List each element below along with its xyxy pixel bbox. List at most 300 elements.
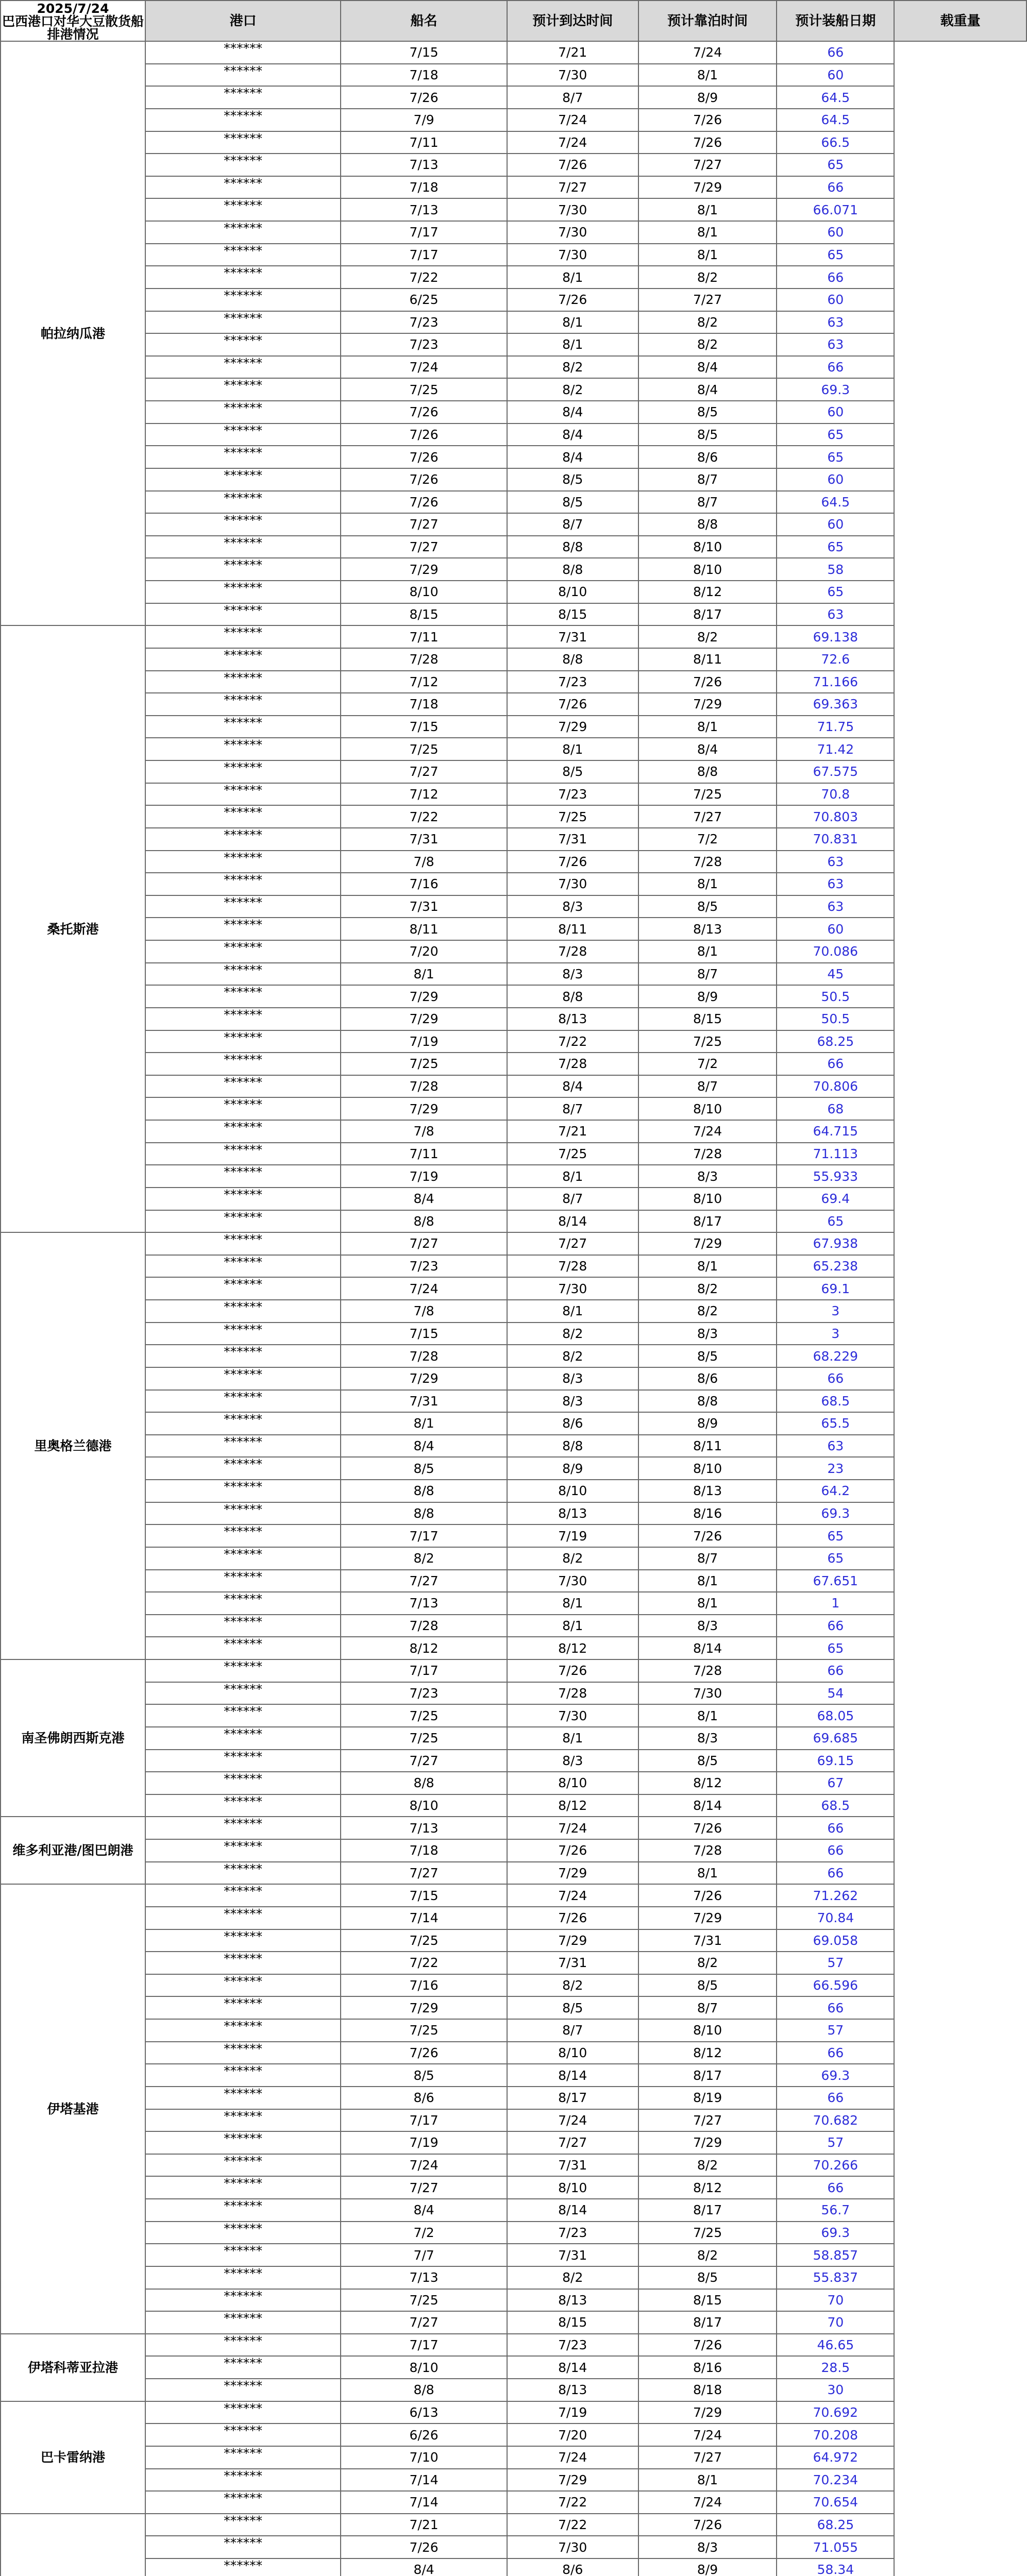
tonnage-cell: 69.4	[777, 1188, 894, 1210]
table-row	[1, 2222, 1026, 2244]
eta-cell: 7/31	[341, 1390, 507, 1413]
tonnage-cell: 70.654	[777, 2491, 894, 2514]
loading-date-cell: 8/12	[638, 2042, 777, 2064]
table-row	[1, 828, 1026, 851]
ship-name-cell: ******	[145, 2446, 341, 2469]
tonnage-cell: 66.5	[777, 131, 894, 154]
ship-name-cell: ******	[145, 1996, 341, 2019]
header-tonnage: 载重量	[894, 1, 1026, 41]
eta-cell: 7/27	[341, 1862, 507, 1885]
eta-cell: 7/17	[341, 1524, 507, 1547]
table-row	[1, 423, 1026, 446]
ship-name-cell: ******	[145, 1143, 341, 1165]
etb-cell: 7/19	[507, 2401, 638, 2424]
ship-name-cell: ******	[145, 940, 341, 963]
ship-name-cell: ******	[145, 1704, 341, 1727]
ship-name-cell: ******	[145, 1524, 341, 1547]
ship-name-cell: ******	[145, 2019, 341, 2042]
ship-name-cell: ******	[145, 1323, 341, 1345]
loading-date-cell: 7/28	[638, 851, 777, 873]
loading-date-cell: 8/9	[638, 2558, 777, 2576]
loading-date-cell: 8/1	[638, 244, 777, 266]
loading-date-cell: 8/15	[638, 2289, 777, 2312]
table-row	[1, 783, 1026, 806]
eta-cell: 7/24	[341, 2154, 507, 2177]
ship-name-cell: ******	[145, 2424, 341, 2446]
etb-cell: 8/13	[507, 1008, 638, 1030]
port-name-cell: 桑托斯港	[1, 625, 145, 1232]
loading-date-cell: 8/8	[638, 760, 777, 783]
table-row	[1, 2087, 1026, 2109]
loading-date-cell: 8/10	[638, 1457, 777, 1480]
tonnage-cell: 71.113	[777, 1143, 894, 1165]
eta-cell: 7/11	[341, 131, 507, 154]
ship-name-cell: ******	[145, 558, 341, 581]
loading-date-cell: 7/2	[638, 828, 777, 851]
table-row	[1, 1659, 1026, 1682]
table-row	[1, 2356, 1026, 2379]
tonnage-cell: 63	[777, 603, 894, 626]
ship-name-cell: ******	[145, 2222, 341, 2244]
table-row	[1, 41, 1026, 64]
ship-name-cell: ******	[145, 1345, 341, 1367]
ship-name-cell: ******	[145, 963, 341, 986]
tonnage-cell: 68.229	[777, 1345, 894, 1367]
ship-name-cell: ******	[145, 536, 341, 558]
eta-cell: 8/12	[341, 1637, 507, 1659]
etb-cell: 8/7	[507, 86, 638, 109]
etb-cell: 7/26	[507, 154, 638, 176]
tonnage-cell: 60	[777, 513, 894, 536]
eta-cell: 7/26	[341, 2536, 507, 2558]
report-date: 2025/7/24	[37, 1, 109, 16]
loading-date-cell: 8/5	[638, 895, 777, 918]
etb-cell: 7/28	[507, 1053, 638, 1075]
eta-cell: 7/13	[341, 2266, 507, 2289]
table-row	[1, 1075, 1026, 1098]
loading-date-cell: 8/4	[638, 378, 777, 401]
loading-date-cell: 8/1	[638, 2469, 777, 2492]
tonnage-cell: 65	[777, 1637, 894, 1659]
loading-date-cell: 8/16	[638, 2356, 777, 2379]
etb-cell: 8/1	[507, 1165, 638, 1188]
eta-cell: 8/8	[341, 1480, 507, 1502]
tonnage-cell: 68.25	[777, 2514, 894, 2536]
eta-cell: 7/23	[341, 1255, 507, 1278]
ship-name-cell: ******	[145, 1120, 341, 1143]
ship-name-cell: ******	[145, 895, 341, 918]
ship-name-cell: ******	[145, 2558, 341, 2576]
loading-date-cell: 7/25	[638, 783, 777, 806]
table-row	[1, 760, 1026, 783]
table-row	[1, 1772, 1026, 1794]
tonnage-cell: 57	[777, 1952, 894, 1974]
etb-cell: 8/1	[507, 1592, 638, 1615]
loading-date-cell: 8/15	[638, 1008, 777, 1030]
tonnage-cell: 66	[777, 1659, 894, 1682]
eta-cell: 7/29	[341, 1996, 507, 2019]
ship-name-cell: ******	[145, 2379, 341, 2401]
eta-cell: 7/15	[341, 41, 507, 64]
table-row	[1, 1143, 1026, 1165]
ship-name-cell: ******	[145, 581, 341, 603]
tonnage-cell: 65.238	[777, 1255, 894, 1278]
ship-name-cell: ******	[145, 873, 341, 895]
ship-name-cell: ******	[145, 356, 341, 379]
loading-date-cell: 8/1	[638, 198, 777, 221]
eta-cell: 7/23	[341, 333, 507, 356]
tonnage-cell: 60	[777, 401, 894, 423]
eta-cell: 8/10	[341, 581, 507, 603]
eta-cell: 7/27	[341, 2311, 507, 2334]
ship-name-cell: ******	[145, 1165, 341, 1188]
eta-cell: 7/11	[341, 1143, 507, 1165]
eta-cell: 6/13	[341, 2401, 507, 2424]
etb-cell: 8/8	[507, 985, 638, 1008]
eta-cell: 7/22	[341, 805, 507, 828]
tonnage-cell: 66	[777, 2042, 894, 2064]
ship-name-cell: ******	[145, 513, 341, 536]
ship-name-cell: ******	[145, 2154, 341, 2177]
tonnage-cell: 66	[777, 1053, 894, 1075]
ship-name-cell: ******	[145, 2401, 341, 2424]
ship-name-cell: ******	[145, 1390, 341, 1413]
etb-cell: 8/10	[507, 581, 638, 603]
eta-cell: 7/17	[341, 1659, 507, 1682]
tonnage-cell: 72.6	[777, 648, 894, 671]
eta-cell: 7/28	[341, 1615, 507, 1637]
eta-cell: 7/28	[341, 1345, 507, 1367]
table-row	[1, 1030, 1026, 1053]
ship-name-cell: ******	[145, 1008, 341, 1030]
ship-name-cell: ******	[145, 805, 341, 828]
table-row	[1, 1345, 1026, 1367]
ship-name-cell: ******	[145, 2042, 341, 2064]
etb-cell: 7/30	[507, 244, 638, 266]
ship-name-cell: ******	[145, 1727, 341, 1750]
etb-cell: 7/31	[507, 1952, 638, 1974]
eta-cell: 7/2	[341, 2222, 507, 2244]
eta-cell: 7/25	[341, 1053, 507, 1075]
loading-date-cell: 8/1	[638, 1570, 777, 1592]
ship-name-cell: ******	[145, 468, 341, 491]
eta-cell: 8/1	[341, 1412, 507, 1435]
tonnage-cell: 65	[777, 154, 894, 176]
etb-cell: 7/30	[507, 198, 638, 221]
table-row	[1, 1165, 1026, 1188]
ship-name-cell: ******	[145, 2131, 341, 2154]
table-row	[1, 1592, 1026, 1615]
tonnage-cell: 70.8	[777, 783, 894, 806]
table-row	[1, 1255, 1026, 1278]
table-row	[1, 2514, 1026, 2536]
header-row	[1, 1, 1026, 41]
table-row	[1, 289, 1026, 311]
table-row	[1, 648, 1026, 671]
table-row	[1, 446, 1026, 468]
eta-cell: 7/19	[341, 1165, 507, 1188]
tonnage-cell: 70.692	[777, 2401, 894, 2424]
tonnage-cell: 60	[777, 221, 894, 244]
eta-cell: 7/26	[341, 446, 507, 468]
ship-name-cell: ******	[145, 401, 341, 423]
eta-cell: 8/4	[341, 1435, 507, 1458]
etb-cell: 7/30	[507, 873, 638, 895]
table-row	[1, 1120, 1026, 1143]
eta-cell: 7/26	[341, 86, 507, 109]
etb-cell: 7/27	[507, 1232, 638, 1255]
table-row	[1, 738, 1026, 760]
loading-date-cell: 7/26	[638, 131, 777, 154]
table-row	[1, 2266, 1026, 2289]
loading-date-cell: 8/14	[638, 1794, 777, 1817]
etb-cell: 8/10	[507, 1772, 638, 1794]
etb-cell: 7/26	[507, 1659, 638, 1682]
table-row	[1, 1390, 1026, 1413]
tonnage-cell: 66	[777, 1862, 894, 1885]
table-row	[1, 491, 1026, 514]
eta-cell: 7/16	[341, 1974, 507, 1997]
loading-date-cell: 8/7	[638, 468, 777, 491]
eta-cell: 7/26	[341, 2042, 507, 2064]
loading-date-cell: 8/7	[638, 1075, 777, 1098]
etb-cell: 8/11	[507, 918, 638, 940]
etb-cell: 8/1	[507, 333, 638, 356]
loading-date-cell: 8/7	[638, 1996, 777, 2019]
table-row	[1, 1637, 1026, 1659]
ship-name-cell: ******	[145, 1750, 341, 1772]
etb-cell: 8/4	[507, 1075, 638, 1098]
tonnage-cell: 60	[777, 918, 894, 940]
loading-date-cell: 8/12	[638, 581, 777, 603]
eta-cell: 7/13	[341, 154, 507, 176]
eta-cell: 8/2	[341, 1547, 507, 1570]
ship-name-cell: ******	[145, 2244, 341, 2266]
loading-date-cell: 8/1	[638, 940, 777, 963]
tonnage-cell: 63	[777, 333, 894, 356]
etb-cell: 7/30	[507, 1570, 638, 1592]
loading-date-cell: 7/28	[638, 1143, 777, 1165]
table-row	[1, 581, 1026, 603]
etb-cell: 7/26	[507, 1907, 638, 1929]
loading-date-cell: 7/26	[638, 1524, 777, 1547]
ship-name-cell: ******	[145, 266, 341, 289]
table-row	[1, 1682, 1026, 1705]
table-row	[1, 2334, 1026, 2357]
table-row	[1, 311, 1026, 334]
eta-cell: 7/8	[341, 851, 507, 873]
etb-cell: 7/26	[507, 851, 638, 873]
eta-cell: 8/8	[341, 2379, 507, 2401]
ship-name-cell: ******	[145, 985, 341, 1008]
table-row	[1, 86, 1026, 109]
ship-name-cell: ******	[145, 1435, 341, 1458]
loading-date-cell: 8/4	[638, 356, 777, 379]
etb-cell: 8/5	[507, 1996, 638, 2019]
eta-cell: 7/25	[341, 1727, 507, 1750]
eta-cell: 7/28	[341, 1075, 507, 1098]
etb-cell: 8/1	[507, 1300, 638, 1323]
etb-cell: 7/23	[507, 783, 638, 806]
eta-cell: 7/27	[341, 1750, 507, 1772]
loading-date-cell: 7/26	[638, 2334, 777, 2357]
table-row	[1, 2199, 1026, 2222]
etb-cell: 8/1	[507, 266, 638, 289]
etb-cell: 7/22	[507, 2514, 638, 2536]
tonnage-cell: 68.05	[777, 1704, 894, 1727]
tonnage-cell: 60	[777, 468, 894, 491]
table-row	[1, 2154, 1026, 2177]
etb-cell: 7/29	[507, 1862, 638, 1885]
eta-cell: 8/8	[341, 1502, 507, 1525]
loading-date-cell: 8/2	[638, 1277, 777, 1300]
tonnage-cell: 64.972	[777, 2446, 894, 2469]
loading-date-cell: 7/2	[638, 1053, 777, 1075]
table-row	[1, 940, 1026, 963]
table-row	[1, 1817, 1026, 1839]
etb-cell: 7/25	[507, 805, 638, 828]
loading-date-cell: 7/27	[638, 2446, 777, 2469]
tonnage-cell: 71.166	[777, 671, 894, 693]
loading-date-cell: 8/10	[638, 1097, 777, 1120]
tonnage-cell: 68	[777, 1097, 894, 1120]
tonnage-cell: 66	[777, 2087, 894, 2109]
eta-cell: 7/8	[341, 1120, 507, 1143]
eta-cell: 7/22	[341, 1952, 507, 1974]
loading-date-cell: 8/2	[638, 266, 777, 289]
tonnage-cell: 70.84	[777, 1907, 894, 1929]
loading-date-cell: 7/29	[638, 1907, 777, 1929]
eta-cell: 7/25	[341, 2019, 507, 2042]
tonnage-cell: 70.831	[777, 828, 894, 851]
ship-name-cell: ******	[145, 491, 341, 514]
ship-name-cell: ******	[145, 1862, 341, 1885]
header-eta: 预计到达时间	[507, 1, 638, 41]
tonnage-cell: 64.5	[777, 109, 894, 131]
tonnage-cell: 64.5	[777, 491, 894, 514]
table-row	[1, 198, 1026, 221]
ship-name-cell: ******	[145, 1884, 341, 1907]
ship-name-cell: ******	[145, 1817, 341, 1839]
eta-cell: 6/26	[341, 2424, 507, 2446]
loading-date-cell: 8/1	[638, 716, 777, 738]
etb-cell: 8/1	[507, 738, 638, 760]
eta-cell: 7/8	[341, 1300, 507, 1323]
loading-date-cell: 8/8	[638, 513, 777, 536]
ship-name-cell: ******	[145, 918, 341, 940]
tonnage-cell: 70.806	[777, 1075, 894, 1098]
table-row	[1, 2558, 1026, 2576]
tonnage-cell: 65	[777, 581, 894, 603]
loading-date-cell: 8/10	[638, 536, 777, 558]
table-row	[1, 1907, 1026, 1929]
tonnage-cell: 66	[777, 266, 894, 289]
loading-date-cell: 7/25	[638, 1030, 777, 1053]
table-row	[1, 1323, 1026, 1345]
etb-cell: 7/24	[507, 1884, 638, 1907]
tonnage-cell: 3	[777, 1300, 894, 1323]
ship-name-cell: ******	[145, 1592, 341, 1615]
tonnage-cell: 65	[777, 423, 894, 446]
tonnage-cell: 67	[777, 1772, 894, 1794]
loading-date-cell: 8/4	[638, 738, 777, 760]
table-row	[1, 1615, 1026, 1637]
table-row	[1, 356, 1026, 379]
loading-date-cell: 8/12	[638, 2176, 777, 2199]
ship-name-cell: ******	[145, 1794, 341, 1817]
tonnage-cell: 65	[777, 1210, 894, 1233]
tonnage-cell: 45	[777, 963, 894, 986]
table-row	[1, 1547, 1026, 1570]
loading-date-cell: 8/1	[638, 1862, 777, 1885]
tonnage-cell: 66	[777, 1839, 894, 1862]
eta-cell: 7/24	[341, 1277, 507, 1300]
loading-date-cell: 8/10	[638, 1188, 777, 1210]
loading-date-cell: 7/26	[638, 2514, 777, 2536]
etb-cell: 8/1	[507, 1615, 638, 1637]
etb-cell: 8/14	[507, 2356, 638, 2379]
table-row	[1, 671, 1026, 693]
table-row	[1, 1210, 1026, 1233]
table-row	[1, 805, 1026, 828]
eta-cell: 7/19	[341, 2131, 507, 2154]
loading-date-cell: 7/27	[638, 805, 777, 828]
ship-name-cell: ******	[145, 1615, 341, 1637]
eta-cell: 7/25	[341, 738, 507, 760]
loading-date-cell: 7/26	[638, 671, 777, 693]
ship-name-cell: ******	[145, 2334, 341, 2357]
port-name-cell: 里奥格兰德港	[1, 1232, 145, 1659]
tonnage-cell: 50.5	[777, 985, 894, 1008]
etb-cell: 8/15	[507, 2311, 638, 2334]
loading-date-cell: 8/11	[638, 648, 777, 671]
table-row	[1, 625, 1026, 648]
loading-date-cell: 8/1	[638, 1255, 777, 1278]
etb-cell: 7/23	[507, 671, 638, 693]
etb-cell: 8/3	[507, 1750, 638, 1772]
etb-cell: 8/1	[507, 311, 638, 334]
loading-date-cell: 8/5	[638, 2266, 777, 2289]
etb-cell: 7/30	[507, 221, 638, 244]
loading-date-cell: 8/9	[638, 86, 777, 109]
tonnage-cell: 68.5	[777, 1390, 894, 1413]
ship-name-cell: ******	[145, 1188, 341, 1210]
eta-cell: 7/18	[341, 1839, 507, 1862]
loading-date-cell: 8/7	[638, 1547, 777, 1570]
loading-date-cell: 8/14	[638, 1637, 777, 1659]
etb-cell: 7/31	[507, 2154, 638, 2177]
loading-date-cell: 8/3	[638, 1727, 777, 1750]
ship-name-cell: ******	[145, 1255, 341, 1278]
ship-name-cell: ******	[145, 1480, 341, 1502]
eta-cell: 8/5	[341, 2064, 507, 2087]
header-loading-date: 预计装船日期	[777, 1, 894, 41]
header-etb: 预计靠泊时间	[638, 1, 777, 41]
table-row	[1, 1008, 1026, 1030]
tonnage-cell: 46.65	[777, 2334, 894, 2357]
ship-name-cell: ******	[145, 2469, 341, 2492]
etb-cell: 8/4	[507, 423, 638, 446]
ship-name-cell: ******	[145, 1232, 341, 1255]
tonnage-cell: 69.3	[777, 2064, 894, 2087]
etb-cell: 7/22	[507, 2491, 638, 2514]
tonnage-cell: 64.5	[777, 86, 894, 109]
tonnage-cell: 68.5	[777, 1794, 894, 1817]
loading-date-cell: 7/26	[638, 109, 777, 131]
tonnage-cell: 66	[777, 1615, 894, 1637]
tonnage-cell: 56.7	[777, 2199, 894, 2222]
loading-date-cell: 7/24	[638, 41, 777, 64]
